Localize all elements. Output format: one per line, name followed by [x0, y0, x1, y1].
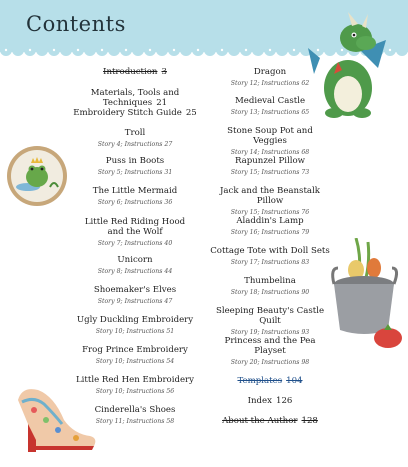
toc-entry-title [70, 89, 200, 109]
toc-entry-title: Frog Prince Embroidery [82, 345, 188, 355]
page-number: 25 [185, 108, 197, 118]
toc-entry-title: Stone Soup Pot and Veggies [227, 126, 313, 146]
toc-entry-title: Thumbelina [244, 276, 296, 286]
toc-entry-story-instructions: Story 20; Instructions 98 [230, 358, 310, 366]
toc-entry[interactable] [70, 109, 200, 119]
toc-entry[interactable] [210, 417, 330, 427]
toc-entry-title-text: About the Author [222, 416, 298, 426]
toc-entry-title: Sleeping Beauty's Castle Quilt [215, 306, 325, 326]
toc-entry-title-text: Embroidery Stitch Guide [73, 108, 182, 118]
toc-entry-title: Ugly Duckling Embroidery [76, 315, 194, 325]
page-number: 126 [275, 396, 293, 406]
page-number: 3 [161, 67, 167, 77]
toc-entry-story-instructions: Story 5; Instructions 31 [97, 168, 173, 176]
toc-entry-story-instructions: Story 17; Instructions 83 [230, 258, 310, 266]
page-number: 21 [156, 97, 168, 108]
toc-entry-story-instructions: Story 15; Instructions 73 [230, 168, 310, 176]
toc-entry-story-instructions: Story 10; Instructions 54 [95, 357, 175, 365]
toc-entry[interactable] [210, 377, 330, 387]
toc-entry[interactable] [210, 337, 330, 366]
toc-entry[interactable] [210, 307, 330, 336]
toc-entry[interactable] [70, 256, 200, 275]
toc-entry-story-instructions: Story 13; Instructions 65 [230, 108, 310, 116]
toc-entry-title: Cottage Tote with Doll Sets [210, 246, 330, 256]
toc-entry-story-instructions: Story 19; Instructions 93 [230, 328, 310, 336]
toc-entry-title: Princess and the Pea Playset [224, 336, 316, 356]
toc-entry-title: Shoemaker's Elves [93, 285, 177, 295]
toc-entry-title: Rapunzel Pillow [234, 156, 305, 166]
toc-entry[interactable] [70, 376, 200, 395]
toc-entry[interactable] [70, 129, 200, 148]
toc-entry-title [70, 109, 200, 119]
toc-entry-title: Troll [124, 128, 146, 138]
toc-entry[interactable] [210, 277, 330, 296]
toc-entry-title-text: Introduction [103, 67, 158, 77]
toc-entry-story-instructions: Story 8; Instructions 44 [97, 267, 173, 275]
toc-entry[interactable] [70, 89, 200, 109]
toc-entry[interactable] [210, 247, 330, 266]
toc-entry-story-instructions: Story 7; Instructions 40 [97, 239, 173, 247]
toc-entry[interactable] [70, 346, 200, 365]
toc-entry[interactable] [70, 187, 200, 206]
toc-entry-title [210, 417, 330, 427]
frog-prince-embroidery-hoop-image [6, 145, 68, 207]
toc-entry[interactable] [210, 97, 330, 116]
toc-entry[interactable] [210, 397, 330, 407]
toc-entry[interactable] [70, 68, 200, 78]
toc-entry-story-instructions: Story 16; Instructions 79 [230, 228, 310, 236]
toc-entry[interactable] [210, 68, 330, 87]
toc-entry[interactable] [210, 127, 330, 156]
stone-soup-pot-image [326, 238, 406, 350]
toc-entry-story-instructions: Story 18; Instructions 90 [230, 288, 310, 296]
toc-entry-story-instructions: Story 15; Instructions 76 [230, 208, 310, 216]
toc-entry-title [210, 397, 330, 407]
toc-entry-title [210, 377, 330, 387]
toc-entry-story-instructions: Story 11; Instructions 58 [95, 417, 175, 425]
toc-entry-story-instructions: Story 10; Instructions 51 [95, 327, 175, 335]
toc-entry-title: Dragon [253, 67, 287, 77]
toc-entry-title: Aladdin's Lamp [236, 216, 304, 226]
toc-entry[interactable] [210, 217, 330, 236]
page-number: 104 [286, 376, 303, 386]
toc-entry[interactable] [70, 406, 200, 425]
toc-entry[interactable] [70, 157, 200, 176]
toc-entry-story-instructions: Story 14; Instructions 68 [230, 148, 310, 156]
page-number: 128 [301, 416, 318, 426]
toc-entry-title: The Little Mermaid [92, 186, 178, 196]
toc-entry[interactable] [70, 316, 200, 335]
toc-entry-title: Cinderella's Shoes [94, 405, 176, 415]
toc-entry[interactable] [70, 286, 200, 305]
toc-entry[interactable] [210, 187, 330, 216]
toc-entry-title: Unicorn [117, 255, 153, 265]
toc-entry-title: Little Red Hen Embroidery [75, 375, 195, 385]
toc-entry-title: Medieval Castle [234, 96, 306, 106]
toc-entry-title: Jack and the Beanstalk Pillow [219, 186, 321, 206]
page-title: Contents [26, 12, 126, 36]
toc-entry-story-instructions: Story 6; Instructions 36 [97, 198, 173, 206]
toc-entry[interactable] [210, 157, 330, 176]
toc-entry-title-text: Templates [237, 376, 283, 386]
toc-entry-title: Puss in Boots [105, 156, 165, 166]
toc-entry-story-instructions: Story 9; Instructions 47 [97, 297, 173, 305]
toc-entry-story-instructions: Story 10; Instructions 56 [95, 387, 175, 395]
toc-entry-title-text: Materials, Tools and Techniques [90, 88, 180, 108]
toc-entry-title [70, 68, 200, 78]
toc-entry-title-text: Index [247, 396, 272, 406]
toc-entry-title: Little Red Riding Hood and the Wolf [84, 217, 186, 237]
toc-entry-story-instructions: Story 4; Instructions 27 [97, 140, 173, 148]
toc-entry-story-instructions: Story 12; Instructions 62 [230, 79, 310, 87]
toc-entry[interactable] [70, 218, 200, 247]
